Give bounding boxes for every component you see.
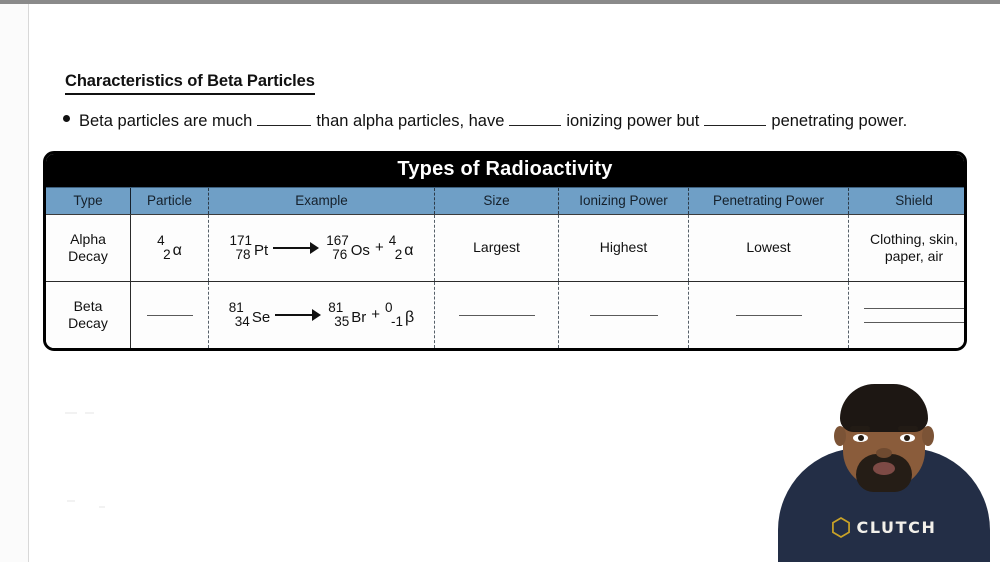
nuclear-equation-alpha xyxy=(230,234,414,262)
cell-particle-beta xyxy=(131,282,209,348)
blank-line-penetrating xyxy=(704,125,766,126)
element-symbol: Pt xyxy=(254,242,269,260)
mass-number: 4 xyxy=(157,232,165,248)
bullet-point-row xyxy=(63,112,907,131)
column-header-type: Type xyxy=(46,188,131,214)
atomic-number: 35 xyxy=(334,314,350,329)
reaction-arrow-icon xyxy=(275,309,323,321)
nuclear-equation-beta xyxy=(229,301,414,329)
table-title: Types of Radioactivity xyxy=(46,154,964,187)
column-header-ionizing-power: Ionizing Power xyxy=(559,188,689,214)
hexagon-icon xyxy=(831,517,850,538)
cell-example-beta xyxy=(209,282,435,348)
blank-line xyxy=(864,322,964,323)
presenter-eyebrow-right xyxy=(898,426,918,431)
plus-sign: + xyxy=(374,238,384,256)
reaction-arrow-icon xyxy=(273,242,321,254)
element-symbol: α xyxy=(404,242,414,260)
column-header-example: Example xyxy=(209,188,435,214)
blank-line xyxy=(459,315,535,316)
bullet-text-part-1: Beta particles are much xyxy=(79,112,253,130)
brand-label: CLUTCH xyxy=(856,518,937,537)
mass-number: 0 xyxy=(384,299,393,315)
scan-artifact xyxy=(99,506,105,508)
mass-number: 81 xyxy=(328,299,344,315)
nuclide-emitted xyxy=(385,301,414,329)
element-symbol: Os xyxy=(350,242,370,260)
blank-line-size xyxy=(257,125,311,126)
cell-type-beta xyxy=(46,282,131,348)
presenter-eyebrow-left xyxy=(850,426,870,431)
presenter-ear-right xyxy=(922,426,934,446)
shield-line-1: Clothing, skin, xyxy=(870,230,958,247)
type-line-2: Decay xyxy=(68,315,108,331)
presenter-hair xyxy=(840,384,928,432)
presenter-pupil-left xyxy=(858,435,864,441)
mass-number: 81 xyxy=(228,299,244,315)
table-row xyxy=(46,282,964,348)
cell-type-alpha xyxy=(46,215,131,281)
shield-line-2: paper, air xyxy=(884,248,944,264)
nuclide-emitted xyxy=(389,234,414,262)
atomic-number: -1 xyxy=(390,314,403,329)
column-header-penetrating-power: Penetrating Power xyxy=(689,188,849,214)
blank-line xyxy=(147,315,193,316)
table-header-row xyxy=(46,187,964,215)
presenter-video[interactable] xyxy=(768,370,1000,562)
cell-ionizing-alpha: Highest xyxy=(559,215,689,281)
element-symbol: Br xyxy=(351,309,367,327)
nuclide-product xyxy=(326,234,370,262)
scan-artifact xyxy=(85,412,94,414)
mass-number: 4 xyxy=(388,232,397,248)
radioactivity-table xyxy=(43,151,967,351)
table-row xyxy=(46,215,964,282)
blank-line xyxy=(736,315,802,316)
atomic-number: 2 xyxy=(394,247,403,262)
bullet-text-part-3: ionizing power but xyxy=(566,112,700,130)
atomic-number: 34 xyxy=(234,314,250,329)
element-symbol: β xyxy=(405,309,415,327)
nuclide-reactant xyxy=(229,301,270,329)
blank-answer-ionizing xyxy=(563,315,684,316)
cell-shield-alpha xyxy=(849,215,967,281)
atomic-number: 78 xyxy=(235,247,251,262)
bullet-dot-icon xyxy=(63,115,70,122)
element-symbol: α xyxy=(172,242,182,260)
presenter-nose xyxy=(876,448,892,458)
nuclide-reactant xyxy=(230,234,269,262)
shirt-logo xyxy=(831,517,936,538)
type-line-2: Decay xyxy=(68,248,108,264)
nuclide-product xyxy=(328,301,366,329)
presenter-pupil-right xyxy=(904,435,910,441)
cell-penetrating-alpha: Lowest xyxy=(689,215,849,281)
cell-particle-alpha xyxy=(131,215,209,281)
blank-answer-particle xyxy=(135,315,204,316)
nuclide-alpha-particle xyxy=(157,234,182,262)
cell-example-alpha xyxy=(209,215,435,281)
atomic-number: 2 xyxy=(163,247,171,262)
column-header-particle: Particle xyxy=(131,188,209,214)
slide-left-gutter xyxy=(0,4,29,562)
bullet-text-part-2: than alpha particles, have xyxy=(316,112,505,130)
blank-line xyxy=(590,315,658,316)
column-header-size: Size xyxy=(435,188,559,214)
type-line-1: Alpha xyxy=(70,230,106,247)
blank-answer-size xyxy=(439,315,554,316)
cell-size-alpha: Largest xyxy=(435,215,559,281)
type-line-1: Beta xyxy=(73,297,103,314)
bullet-text-part-4: penetrating power. xyxy=(771,112,908,130)
cell-ionizing-beta xyxy=(559,282,689,348)
blank-line xyxy=(864,308,964,309)
plus-sign: + xyxy=(371,305,380,323)
blank-answer-penetrating xyxy=(693,315,844,316)
cell-penetrating-beta xyxy=(689,282,849,348)
cell-size-beta xyxy=(435,282,559,348)
presenter-mouth xyxy=(873,462,895,475)
blank-answer-shield xyxy=(853,308,967,323)
scan-artifact xyxy=(67,500,75,502)
mass-number: 171 xyxy=(229,232,253,248)
element-symbol: Se xyxy=(251,309,271,327)
page-title: Characteristics of Beta Particles xyxy=(65,72,315,95)
atomic-number: 76 xyxy=(332,247,348,262)
column-header-shield: Shield xyxy=(895,193,933,208)
mass-number: 167 xyxy=(326,232,349,248)
cell-shield-beta xyxy=(849,282,967,348)
blank-line-ionizing xyxy=(509,125,561,126)
scan-artifact xyxy=(65,412,77,414)
